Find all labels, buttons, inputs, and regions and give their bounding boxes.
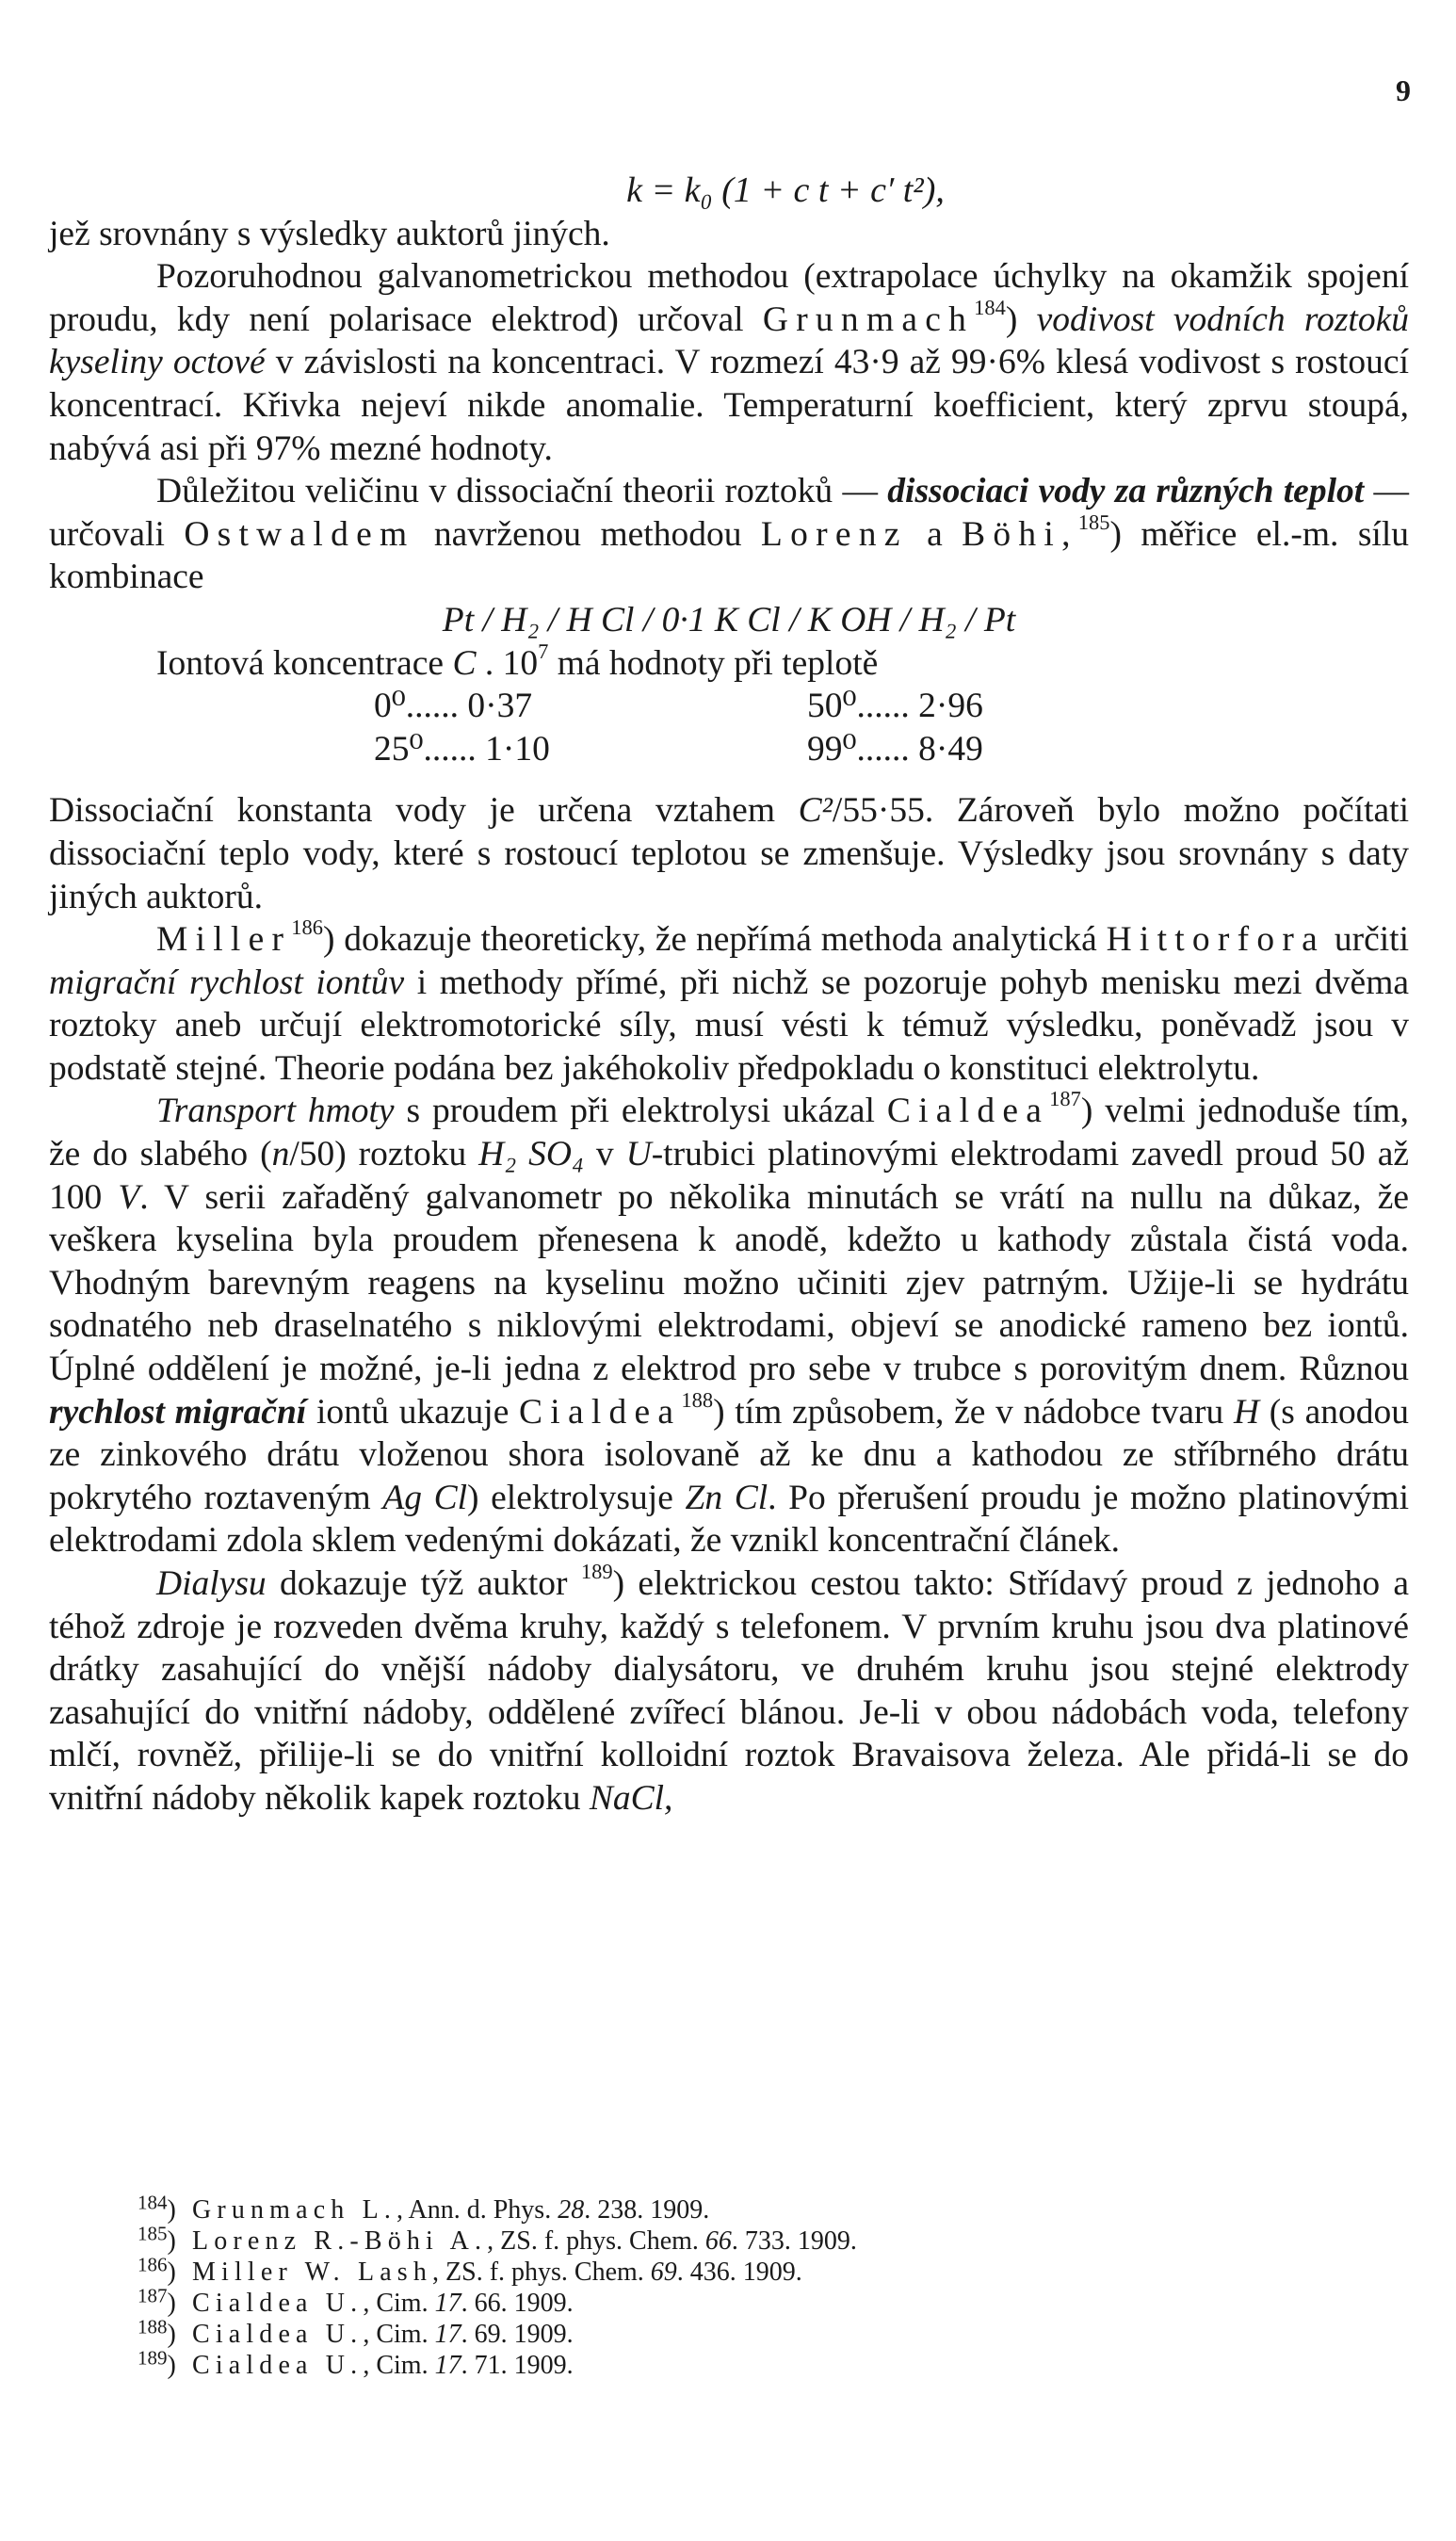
footnote-ref[interactable]: 187 <box>1049 1087 1081 1111</box>
topic-term: dissociaci vody za různých teplot <box>887 472 1365 511</box>
footnote-ref[interactable]: 189 <box>580 1560 613 1584</box>
topic-term: rychlost migrační <box>49 1392 307 1432</box>
footnote: $^{188}$) Cialdea U., Cim. 17. 69. 1909. <box>138 2315 574 2349</box>
paragraph-dissociation-constant: Dissociační konstanta vody je určena vztahem C²/55·55. Zároveň bylo možno počítati dissociační teplo vody, které s rostoucí teplotou se zmenšuje. Výsledky jsou srovnány s daty jiných auktorů. <box>49 791 1409 916</box>
paragraph-comparison: jež srovnány s výsledky auktorů jiných. <box>49 214 610 253</box>
page-number: 9 <box>1396 73 1411 107</box>
author-name: Grunmach <box>762 299 975 339</box>
footnote: $^{185}$) Lorenz R.-Böhi A., ZS. f. phys. Chem. 66. 733. 1909. <box>138 2222 857 2256</box>
footnote-ref[interactable]: 186 <box>291 915 323 940</box>
paragraph-grunmach: Pozoruhodnou galvanometrickou methodou (extrapolace úchylky na okamžik spojení proudu, kdy není polarisace elektrod) určoval Grunmach$^{184}$) vodivost vodních roztoků kyseliny octové v závislosti na koncentraci. V rozmezí 43·9 až 99·6% klesá vodivost s rostoucí koncentrací. Křivka nejeví nikde anomalie. Temperaturní koefficient, který zprvu stoupá, nabývá asi při 97% mezné hodnoty. <box>49 257 1409 468</box>
footnote-ref[interactable]: 185 <box>1077 510 1110 534</box>
footnote-ref[interactable]: 188 <box>681 1387 714 1412</box>
paragraph-transport: Transport hmoty s proudem při elektrolysi ukázal Cialdea$^{187}$) velmi jednoduše tím, že do slabého (n/50) roztoku H₂ SO₄ v U-trubici platinovými elektrodami zavedl proud 50 až 100 V. V serii zařaděný galvanometr po několika minutách se vrátí na nullu na důkaz, že veškera kyselina byla proudem přenesena k anodě, kdežto u kathody zůstala čistá voda. Vhodným barevným reagens na kyselinu možno učiniti zjev patrným. Užije-li se hydrátu sodnatého neb draselnatého s niklovými elektrodami, objeví se anodické rameno bez iontů. Úplné oddělení je možné, je-li jedna z elektrod pro sebe v trubce s porovitým dnem. Různou rychlost migrační iontů ukazuje Cialdea$^{188}$) tím způsobem, že v nádobce tvaru H (s anodou ze zinkového drátu vloženou shora isolovaně až ke dnu a kathodou ze stříbrného drátu pokrytého roztaveným Ag Cl) elektrolysuje Zn Cl. Po přerušení proudu je možno platinovými elektrodami zdola sklem vedenými dokázati, že vznikl koncentrační článek. <box>49 1087 1410 1561</box>
body-text <box>49 170 1409 1821</box>
table-cell: 0⁰...... 0·37 <box>374 687 533 726</box>
topic-term: Dialysu <box>156 1564 267 1603</box>
author-name: Cialdea U. <box>192 2351 364 2380</box>
table-cell: 99⁰...... 8·49 <box>807 729 983 769</box>
author-name: Lorenz R.-Böhi A. <box>192 2226 488 2256</box>
paragraph-miller: Miller$^{186}$) dokazuje theoreticky, že nepřímá methoda analytická Hittorfora určiti migrační rychlost iontův i methody přímé, při nichž se pozoruje pohyb menisku mezi dvěma roztoky aneb určují elektromotorické síly, musí vésti k témuž výsledku, poněvadž jsou v podstatě stejné. Theorie podána bez jakéhokoliv předpokladu o konstituci elektrolytu. <box>49 915 1410 1088</box>
paragraph-water-dissociation: Důležitou veličinu v dissociační theorii roztoků — dissociaci vody za různých teplot — určovali Ostwaldem navrženou methodou Lorenz a Böhi,$^{185}$) měřice el.-m. sílu kombinace <box>49 472 1409 597</box>
topic-term: migrační rychlost iontův <box>49 963 405 1002</box>
author-name: Ostwaldem <box>184 514 415 554</box>
temperature-formula: k = k₀ (1 + c t + c′ t²), <box>626 170 945 210</box>
paragraph-dialysis: Dialysu dokazuje týž auktor $^{189}$) elektrickou cestou takto: Střídavý proud z jednoho a téhož zdroje je rozveden dvěma kruhy, každý s telefonem. V prvním kruhu jsou dva platinové drátky zasahující do vnější nádoby dialysátoru, ve druhém kruhu jsou stejné elektrody zasahující do vnitřní nádoby, oddělené zvířecí blánou. Je-li v obou nádobách voda, telefony mlčí, rovněž, přilije-li se do vnitřní kolloidní roztok Bravaisova železa. Ale přidá-li se do vnitřní nádoby několik kapek roztoku NaCl, <box>49 1560 1410 1818</box>
galvanic-cell-formula: Pt / H₂ / H Cl / 0·1 K Cl / K OH / H₂ / Pt <box>442 600 1016 639</box>
footnote: $^{189}$) Cialdea U., Cim. 17. 71. 1909. <box>138 2346 574 2380</box>
footnote: $^{184}$) Grunmach L., Ann. d. Phys. 28. 238. 1909. <box>138 2191 710 2225</box>
footnote: $^{187}$) Cialdea U., Cim. 17. 66. 1909. <box>138 2284 574 2318</box>
author-name: Hittorfora <box>1106 920 1326 960</box>
table-cell: 50⁰...... 2·96 <box>807 687 983 726</box>
author-name: Cialdea <box>886 1092 1050 1131</box>
topic-term: vodivost vodních roztoků kyseliny octové <box>49 299 1409 382</box>
concentration-intro: Iontová koncentrace C . $10^7$ má hodnoty při teplotě <box>156 639 879 683</box>
author-name: Lorenz <box>760 514 908 554</box>
footnote-ref[interactable]: 184 <box>974 295 1006 319</box>
footnotes <box>138 2191 1381 2381</box>
author-name: Böhi, <box>962 514 1078 554</box>
author-name: Cialdea U. <box>192 2289 364 2318</box>
topic-term: Transport hmoty <box>156 1092 395 1131</box>
footnote: $^{186}$) Miller W. Lash, ZS. f. phys. Chem. 69. 436. 1909. <box>138 2253 802 2287</box>
ion-concentration-table <box>374 685 1409 770</box>
author-name: Miller <box>156 920 292 960</box>
author-name: Cialdea <box>519 1392 682 1432</box>
author-name: Miller W. Lash <box>192 2258 433 2287</box>
author-name: Cialdea U. <box>192 2320 364 2349</box>
author-name: Grunmach L. <box>192 2195 397 2225</box>
table-cell: 25⁰...... 1·10 <box>374 729 550 769</box>
